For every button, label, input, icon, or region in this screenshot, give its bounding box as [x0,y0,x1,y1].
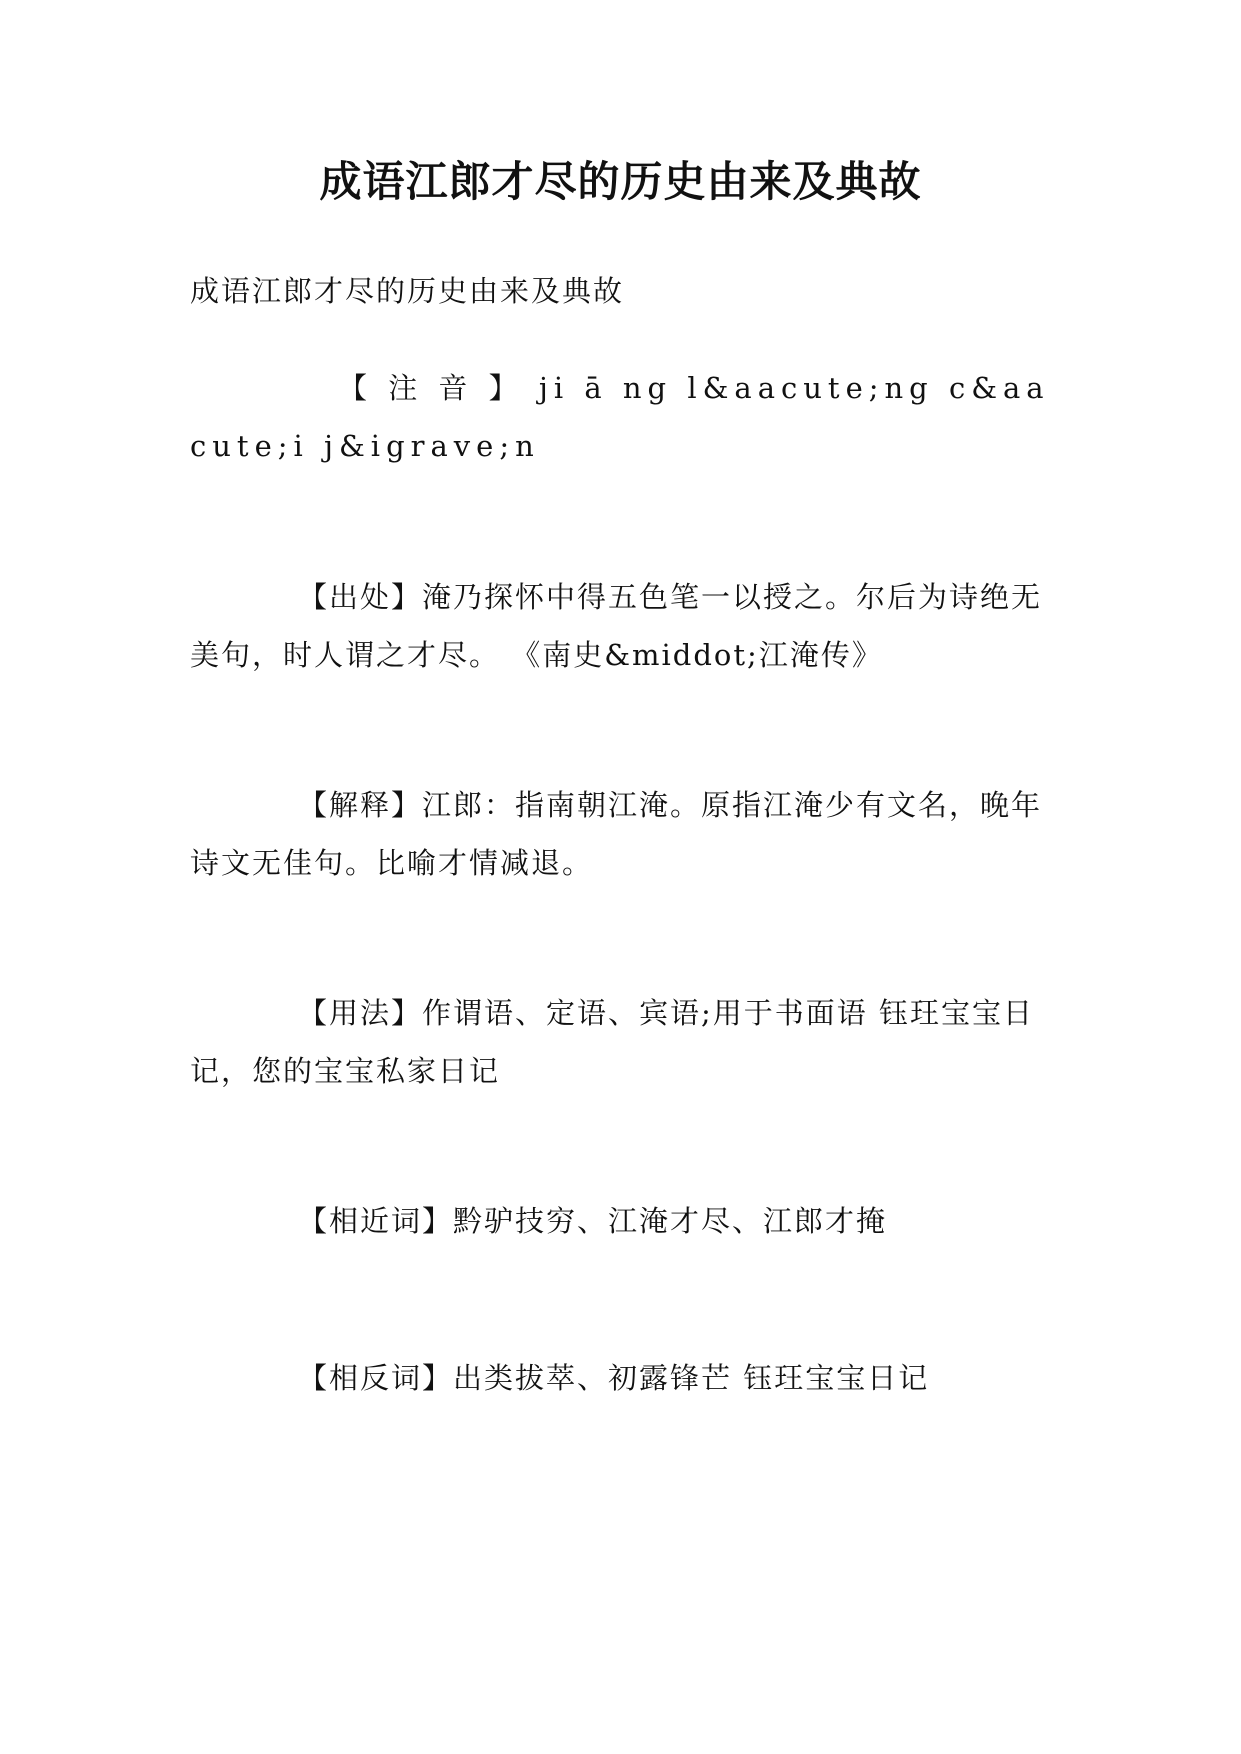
explanation-paragraph [190,776,1050,892]
source-text: 淹乃探怀中得五色笔一以授之。尔后为诗绝无美句，时人谓之才尽。 《南史&middot;江淹传》 [190,580,1043,672]
explanation-text: 江郎：指南朝江淹。原指江淹少有文名，晚年诗文无佳句。比喻才情减退。 [190,788,1043,880]
antonyms-paragraph [190,1349,1050,1407]
source-paragraph [190,568,1050,684]
usage-text: 作谓语、定语、宾语;用于书面语 钰玨宝宝日记，您的宝宝私家日记 [190,996,1035,1088]
pinyin-paragraph [190,359,1050,475]
document-title: 成语江郎才尽的历史由来及典故 [319,157,922,206]
synonyms-label: 【相近词】 [298,1204,454,1238]
usage-label: 【用法】 [298,996,423,1030]
explanation-label: 【解释】 [298,788,423,822]
synonyms-paragraph [190,1192,1050,1250]
document-subtitle: 成语江郎才尽的历史由来及典故 [190,274,625,308]
synonyms-text: 黔驴技穷、江淹才尽、江郎才掩 [453,1204,888,1238]
usage-paragraph [190,984,1050,1100]
antonyms-label: 【相反词】 [298,1361,454,1395]
source-label: 【出处】 [298,580,423,614]
antonyms-text: 出类拔萃、初露锋芒 钰玨宝宝日记 [453,1361,930,1395]
pinyin-text: ji ā ng l&aacute;ng c&aacute;i j&igrave;n [190,371,1050,463]
pinyin-label: 【 注 音 】 [338,371,524,405]
